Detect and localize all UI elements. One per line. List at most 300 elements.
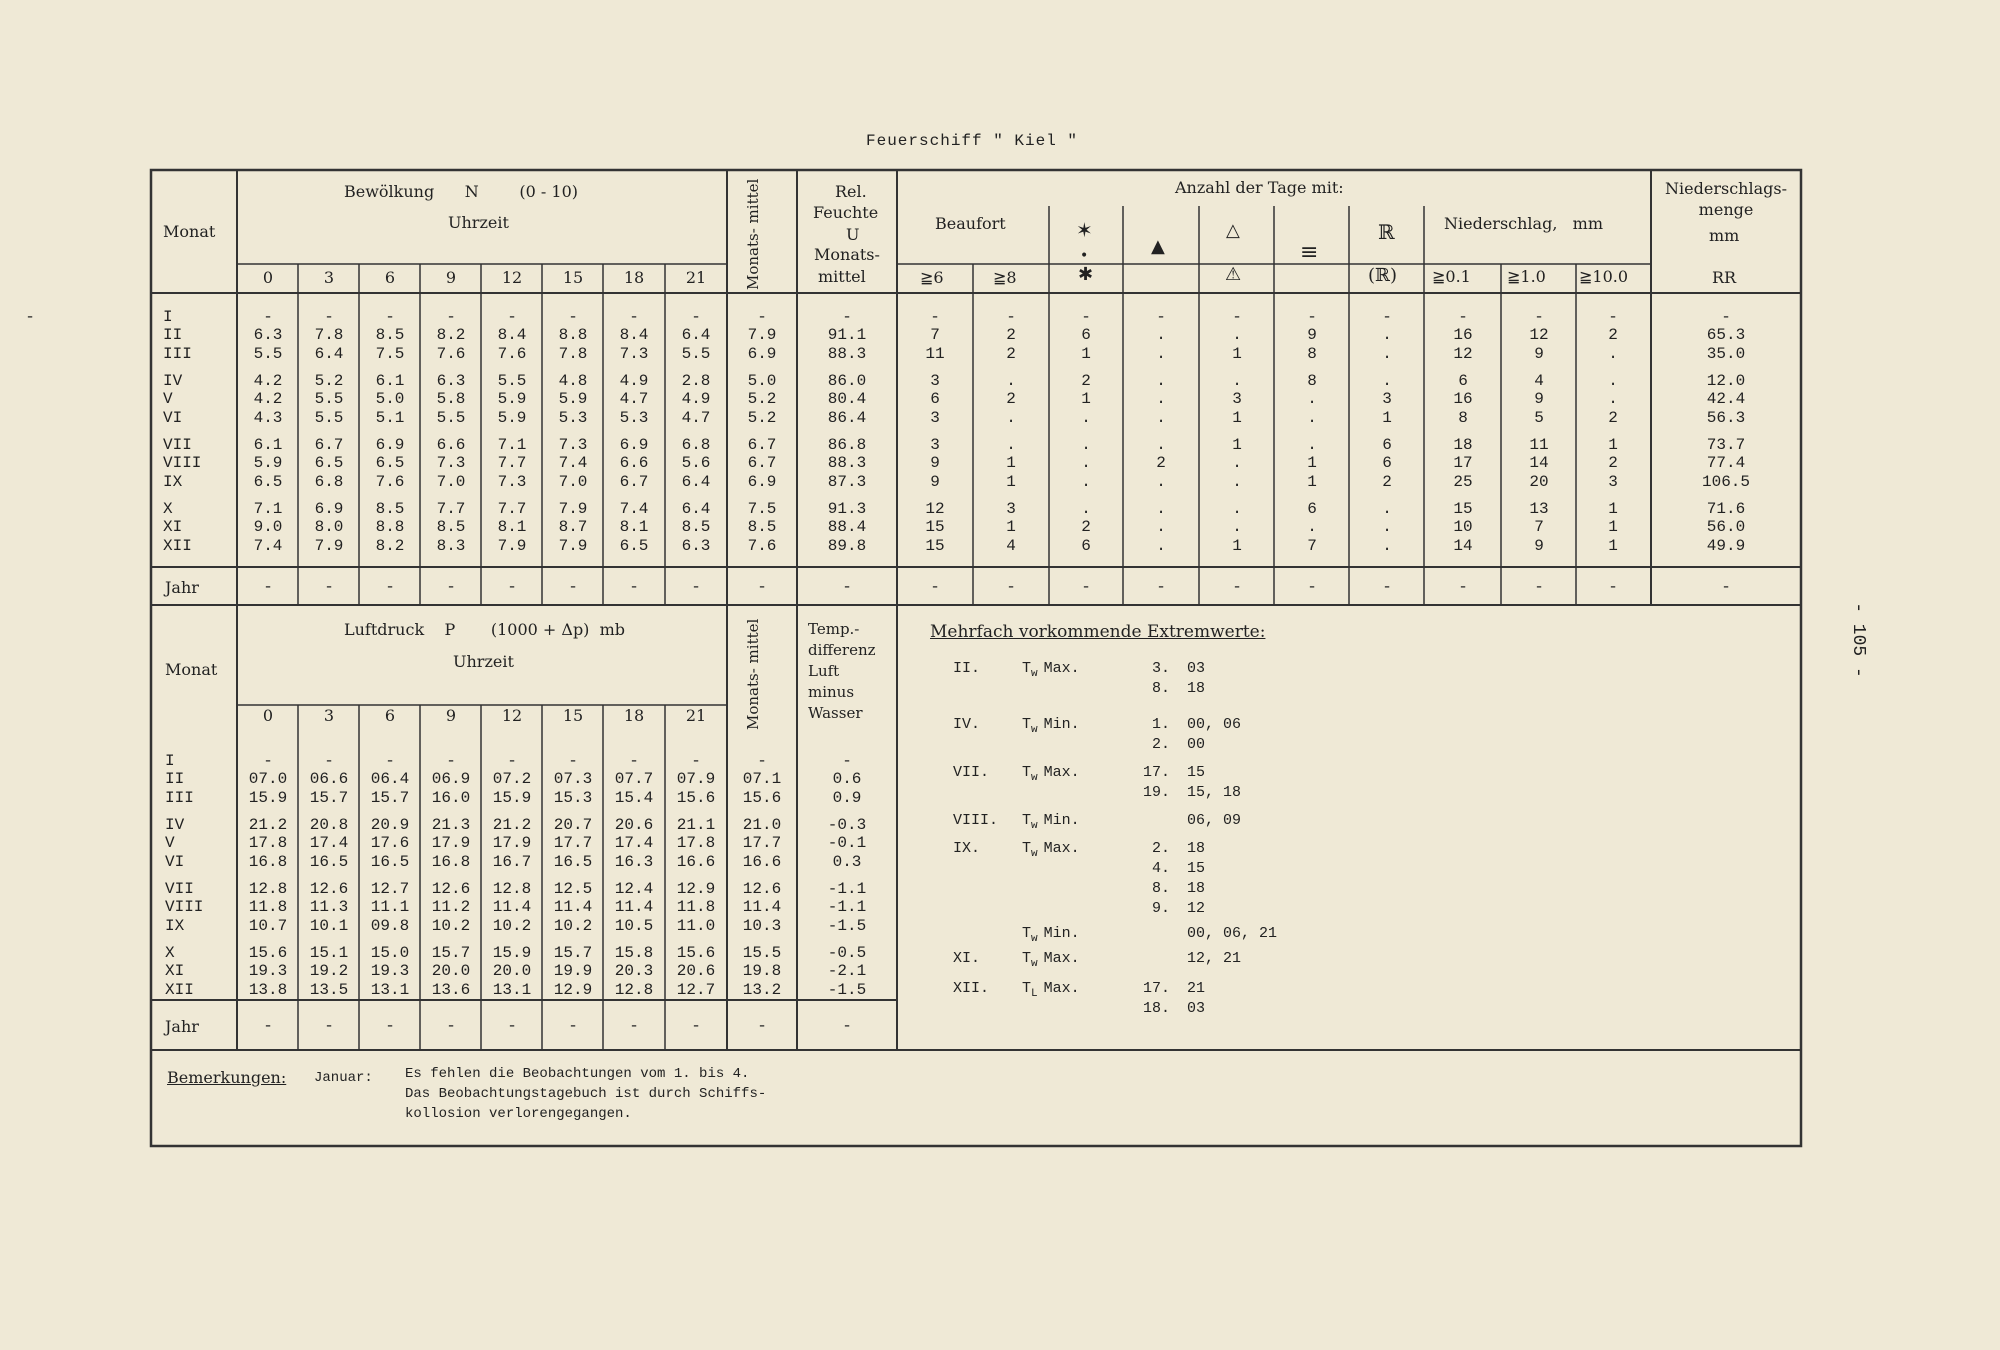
t2-cell: 21.2 bbox=[492, 816, 532, 834]
t2-cell: 16.3 bbox=[614, 853, 654, 871]
t2-cell: - bbox=[629, 752, 639, 770]
t1-cell: 86.0 bbox=[827, 372, 867, 390]
t1-cell: . bbox=[1081, 454, 1091, 472]
t2-cell: 10.1 bbox=[309, 917, 349, 935]
t1-jahr-cell: - bbox=[629, 578, 639, 596]
extreme-variable bbox=[1022, 764, 1080, 784]
extreme-day: 4. bbox=[1151, 860, 1170, 877]
t1-cell: 8.8 bbox=[375, 518, 405, 536]
t1-cell: 77.4 bbox=[1706, 454, 1746, 472]
t1-cell: 2.8 bbox=[681, 372, 711, 390]
t1-beaufort8: ≧8 bbox=[993, 268, 1017, 287]
t2-cell: 19.8 bbox=[742, 962, 782, 980]
t2-cell: - bbox=[263, 752, 273, 770]
t1-cell: 5.3 bbox=[619, 409, 649, 427]
t2-cell: 11.8 bbox=[676, 898, 716, 916]
t1-cell: 1 bbox=[1307, 454, 1317, 472]
extreme-hours: 12, 21 bbox=[1187, 950, 1242, 967]
t2-cell: -1.1 bbox=[827, 898, 867, 916]
t1-cell: 2 bbox=[1608, 326, 1618, 344]
t1-feuchte-label: Feuchte bbox=[813, 203, 879, 222]
t1-cell: . bbox=[1232, 454, 1242, 472]
t1-cell: 6 bbox=[1307, 500, 1317, 518]
extreme-var: T bbox=[1022, 812, 1032, 829]
t1-cell: - bbox=[263, 308, 273, 326]
t1-cell: . bbox=[1081, 436, 1091, 454]
t1-cell: 6 bbox=[1081, 326, 1091, 344]
t2-jahr-cell: - bbox=[385, 1017, 395, 1035]
t1-cell: 8.5 bbox=[375, 500, 405, 518]
t1-cell: 8.3 bbox=[436, 537, 466, 555]
t1-cell: 6.9 bbox=[375, 436, 405, 454]
t1-month-label: III bbox=[163, 345, 192, 363]
t1-cell: 4.9 bbox=[619, 372, 649, 390]
t1-cell: . bbox=[1156, 326, 1166, 344]
t1-cell: 9 bbox=[930, 454, 940, 472]
t2-cell: - bbox=[757, 752, 767, 770]
t2-cell: 10.2 bbox=[553, 917, 593, 935]
t1-cell: 88.4 bbox=[827, 518, 867, 536]
t2-cell: 17.9 bbox=[431, 834, 471, 852]
t2-cell: 15.6 bbox=[676, 789, 716, 807]
extreme-var-sub: w bbox=[1031, 668, 1038, 680]
t1-cell: 5.9 bbox=[253, 454, 283, 472]
t1-cell: . bbox=[1156, 500, 1166, 518]
t1-cell: 4.9 bbox=[681, 390, 711, 408]
t1-cell: 5.5 bbox=[253, 345, 283, 363]
extreme-hours: 15 bbox=[1187, 860, 1206, 877]
t1-cell: 7.5 bbox=[375, 345, 405, 363]
t1-jahr-cell: - bbox=[1458, 578, 1468, 596]
t2-cell: 20.0 bbox=[492, 962, 532, 980]
t1-cell: 7.0 bbox=[436, 473, 466, 491]
t2-temp-header: differenz bbox=[808, 641, 876, 659]
t1-cell: 12.0 bbox=[1706, 372, 1746, 390]
t1-cell: . bbox=[1156, 537, 1166, 555]
t2-cell: 11.4 bbox=[742, 898, 782, 916]
t1-cell: 18 bbox=[1453, 436, 1473, 454]
t1-cell: 7.9 bbox=[747, 326, 777, 344]
t2-cell: 11.3 bbox=[309, 898, 349, 916]
extreme-var-sub: w bbox=[1031, 848, 1038, 860]
t1-cell: . bbox=[1232, 518, 1242, 536]
t1-cell: - bbox=[1608, 308, 1618, 326]
t1-cell: 7.5 bbox=[747, 500, 777, 518]
t1-cell: 17 bbox=[1453, 454, 1473, 472]
t1-cell: 6 bbox=[1382, 454, 1392, 472]
t2-cell: 12.8 bbox=[248, 880, 288, 898]
t1-jahr-cell: - bbox=[1534, 578, 1544, 596]
t1-cell: - bbox=[1232, 308, 1242, 326]
t1-cell: 7.1 bbox=[253, 500, 283, 518]
t2-cell: - bbox=[691, 752, 701, 770]
t1-cell: 6.6 bbox=[619, 454, 649, 472]
extreme-day: 18. bbox=[1142, 1000, 1170, 1017]
extreme-variable bbox=[1022, 660, 1080, 680]
t2-cell: 12.5 bbox=[553, 880, 593, 898]
t2-cell: 17.7 bbox=[742, 834, 782, 852]
t2-cell: 13.1 bbox=[492, 981, 532, 999]
extreme-var: T bbox=[1022, 660, 1032, 677]
t1-cell: 8 bbox=[1307, 372, 1317, 390]
t1-cell: 7.3 bbox=[436, 454, 466, 472]
extreme-kind: Min. bbox=[1043, 716, 1080, 733]
t1-cell: 6 bbox=[930, 390, 940, 408]
t1-menge-title: Niederschlags- menge bbox=[1665, 179, 1787, 219]
t1-cell: . bbox=[1156, 345, 1166, 363]
t1-cell: 5.6 bbox=[681, 454, 711, 472]
t1-cell: 6.9 bbox=[619, 436, 649, 454]
t1-cell: 8.5 bbox=[747, 518, 777, 536]
extreme-day: 1. bbox=[1151, 716, 1170, 733]
t2-jahr-cell: - bbox=[842, 1017, 852, 1035]
t1-cell: 5.2 bbox=[314, 372, 344, 390]
t1-cell: 7.8 bbox=[314, 326, 344, 344]
t1-cell: 2 bbox=[1081, 372, 1091, 390]
t1-jahr-cell: - bbox=[930, 578, 940, 596]
t1-month-label: X bbox=[163, 500, 173, 518]
t1-cell: 7.4 bbox=[619, 500, 649, 518]
extreme-day: 8. bbox=[1151, 880, 1170, 897]
t2-jahr-cell: - bbox=[568, 1017, 578, 1035]
extreme-day: 2. bbox=[1151, 840, 1170, 857]
t1-cell: 2 bbox=[1608, 409, 1618, 427]
t1-cell: 8.4 bbox=[497, 326, 527, 344]
t1-jahr-cell: - bbox=[568, 578, 578, 596]
t1-monatsmittel-header: Monats- mittel bbox=[744, 178, 762, 290]
snow-small-icon: ✱ bbox=[1078, 264, 1094, 285]
t1-n10: ≧1.0 bbox=[1507, 267, 1546, 286]
t1-cell: . bbox=[1156, 390, 1166, 408]
t2-jahr-cell: - bbox=[757, 1017, 767, 1035]
t1-cell: 7.8 bbox=[558, 345, 588, 363]
t1-hour-header: 12 bbox=[501, 268, 523, 287]
t2-cell: 11.8 bbox=[248, 898, 288, 916]
t1-cell: 7.7 bbox=[497, 454, 527, 472]
extreme-kind: Min. bbox=[1043, 925, 1080, 942]
t1-cell: 65.3 bbox=[1706, 326, 1746, 344]
t2-cell: - bbox=[324, 752, 334, 770]
t2-cell: 20.3 bbox=[614, 962, 654, 980]
t2-cell: 11.4 bbox=[492, 898, 532, 916]
t2-cell: 10.7 bbox=[248, 917, 288, 935]
t1-cell: 7.3 bbox=[558, 436, 588, 454]
t1-cell: . bbox=[1307, 436, 1317, 454]
t2-cell: 15.3 bbox=[553, 789, 593, 807]
t1-cell: 12 bbox=[1453, 345, 1473, 363]
t1-jahr-cell: - bbox=[507, 578, 517, 596]
t1-cell: . bbox=[1382, 518, 1392, 536]
t2-cell: 15.6 bbox=[742, 789, 782, 807]
extreme-hours: 03 bbox=[1187, 1000, 1206, 1017]
t1-hour-header: 9 bbox=[445, 268, 457, 287]
t2-cell: 07.3 bbox=[553, 770, 593, 788]
extreme-var: T bbox=[1022, 980, 1032, 997]
t2-hour-header: 12 bbox=[501, 706, 523, 725]
t1-cell: . bbox=[1232, 473, 1242, 491]
t2-cell: 10.3 bbox=[742, 917, 782, 935]
t2-cell: 20.7 bbox=[553, 816, 593, 834]
t1-beaufort-label: Beaufort bbox=[935, 214, 1006, 233]
t1-jahr-cell: - bbox=[446, 578, 456, 596]
t2-cell: 17.4 bbox=[309, 834, 349, 852]
t1-cell: 5.9 bbox=[558, 390, 588, 408]
extreme-day: 8. bbox=[1151, 680, 1170, 697]
extreme-variable bbox=[1022, 925, 1080, 945]
extremes-heading: Mehrfach vorkommende Extremwerte: bbox=[930, 622, 1266, 642]
t1-cell: 9 bbox=[930, 473, 940, 491]
t1-cell: - bbox=[629, 308, 639, 326]
t2-cell: 13.5 bbox=[309, 981, 349, 999]
t1-cell: 8.2 bbox=[375, 537, 405, 555]
extreme-var: T bbox=[1022, 764, 1032, 781]
t1-month-label: XII bbox=[163, 537, 192, 555]
extreme-variable bbox=[1022, 812, 1080, 832]
t2-cell: 15.9 bbox=[492, 944, 532, 962]
t2-cell: 19.9 bbox=[553, 962, 593, 980]
extreme-hours: 18 bbox=[1187, 680, 1206, 697]
t1-hour-header: 15 bbox=[562, 268, 584, 287]
extreme-hours: 03 bbox=[1187, 660, 1206, 677]
extreme-kind: Max. bbox=[1043, 660, 1080, 677]
remarks-line-1: Es fehlen die Beobachtungen vom 1. bis 4. bbox=[405, 1066, 750, 1082]
remarks-month: Januar: bbox=[314, 1070, 373, 1086]
t1-month-label: VIII bbox=[163, 454, 202, 472]
extreme-hours: 21 bbox=[1187, 980, 1206, 997]
t1-cell: 87.3 bbox=[827, 473, 867, 491]
t1-bewoelkung-title: Bewölkung N (0 - 10) bbox=[344, 182, 579, 201]
page-title: Feuerschiff " Kiel " bbox=[866, 132, 1079, 150]
t1-n100: ≧10.0 bbox=[1579, 267, 1629, 286]
t1-cell: 3 bbox=[930, 436, 940, 454]
t1-cell: 1 bbox=[1608, 500, 1618, 518]
t1-anzahl-title: Anzahl der Tage mit: bbox=[1175, 178, 1344, 197]
t1-cell: 5.5 bbox=[436, 409, 466, 427]
t2-cell: -0.1 bbox=[827, 834, 867, 852]
t1-cell: 5.8 bbox=[436, 390, 466, 408]
t1-month-label: VII bbox=[163, 436, 192, 454]
extreme-hours: 06, 09 bbox=[1187, 812, 1242, 829]
hail-icon: ▲ bbox=[1151, 236, 1165, 257]
t1-cell: 3 bbox=[1382, 390, 1392, 408]
extreme-hours: 00, 06 bbox=[1187, 716, 1242, 733]
t2-cell: 12.4 bbox=[614, 880, 654, 898]
t1-cell: - bbox=[568, 308, 578, 326]
t2-month-label: III bbox=[165, 789, 194, 807]
t1-month-label: II bbox=[163, 326, 183, 344]
t2-cell: 20.9 bbox=[370, 816, 410, 834]
t1-cell: 89.8 bbox=[827, 537, 867, 555]
t2-hour-header: 3 bbox=[323, 706, 335, 725]
t1-cell: . bbox=[1081, 473, 1091, 491]
t1-hour-header: 0 bbox=[262, 268, 274, 287]
t1-cell: 2 bbox=[1006, 326, 1016, 344]
t1-jahr-cell: - bbox=[385, 578, 395, 596]
t2-month-label: VII bbox=[165, 880, 194, 898]
t1-uhrzeit-label: Uhrzeit bbox=[448, 213, 509, 232]
page-number: - 105 - bbox=[1847, 602, 1868, 678]
t1-cell: 15 bbox=[925, 518, 945, 536]
t2-cell: 16.6 bbox=[742, 853, 782, 871]
t2-cell: - bbox=[568, 752, 578, 770]
t1-cell: 2 bbox=[1006, 390, 1016, 408]
t1-cell: 7.1 bbox=[497, 436, 527, 454]
t1-hour-header: 18 bbox=[623, 268, 645, 287]
t2-hour-header: 21 bbox=[685, 706, 707, 725]
t1-cell: - bbox=[385, 308, 395, 326]
t1-cell: 3 bbox=[930, 409, 940, 427]
t1-cell: 5.0 bbox=[747, 372, 777, 390]
t1-cell: 5 bbox=[1534, 409, 1544, 427]
t2-cell: 16.7 bbox=[492, 853, 532, 871]
t2-jahr-cell: - bbox=[629, 1017, 639, 1035]
t1-cell: 5.5 bbox=[681, 345, 711, 363]
t1-niederschlag-label: Niederschlag, mm bbox=[1444, 214, 1604, 233]
t2-month-label: I bbox=[165, 752, 175, 770]
t1-cell: 7.9 bbox=[558, 537, 588, 555]
extreme-day: 9. bbox=[1151, 900, 1170, 917]
t2-cell: 20.8 bbox=[309, 816, 349, 834]
t1-cell: - bbox=[324, 308, 334, 326]
t2-month-label: II bbox=[165, 770, 185, 788]
t1-jahr-label: Jahr bbox=[165, 578, 199, 597]
t1-cell: 1 bbox=[1232, 436, 1242, 454]
t1-cell: . bbox=[1232, 326, 1242, 344]
t2-cell: 07.0 bbox=[248, 770, 288, 788]
t1-cell: 7.6 bbox=[747, 537, 777, 555]
t2-cell: 17.8 bbox=[248, 834, 288, 852]
t1-cell: 8.5 bbox=[436, 518, 466, 536]
t2-temp-header: Luft bbox=[808, 662, 840, 680]
t2-cell: 15.4 bbox=[614, 789, 654, 807]
t2-hour-header: 6 bbox=[384, 706, 396, 725]
t1-cell: 9.0 bbox=[253, 518, 283, 536]
t1-jahr-cell: - bbox=[324, 578, 334, 596]
t1-cell: 1 bbox=[1081, 390, 1091, 408]
t1-jahr-cell: - bbox=[1608, 578, 1618, 596]
t1-jahr-cell: - bbox=[842, 578, 852, 596]
t2-temp-header: Temp.- bbox=[808, 620, 860, 638]
t2-cell: 16.5 bbox=[553, 853, 593, 871]
t2-month-label: X bbox=[165, 944, 175, 962]
t2-monat-header: Monat bbox=[165, 660, 218, 679]
t1-cell: 8.8 bbox=[558, 326, 588, 344]
t1-cell: 4.2 bbox=[253, 372, 283, 390]
t1-cell: 8.5 bbox=[681, 518, 711, 536]
extreme-day: 3. bbox=[1151, 660, 1170, 677]
t1-cell: 5.5 bbox=[314, 409, 344, 427]
t1-cell: 6.3 bbox=[253, 326, 283, 344]
t1-cell: 8 bbox=[1458, 409, 1468, 427]
t1-cell: 3 bbox=[1232, 390, 1242, 408]
t1-cell: 4 bbox=[1006, 537, 1016, 555]
t1-cell: 5.5 bbox=[314, 390, 344, 408]
t2-cell: -0.3 bbox=[827, 816, 867, 834]
extreme-month: XI. bbox=[953, 950, 981, 967]
extreme-var-sub: L bbox=[1031, 988, 1038, 1000]
t1-cell: 16 bbox=[1453, 326, 1473, 344]
extreme-month: XII. bbox=[953, 980, 990, 997]
t1-cell: 6.5 bbox=[314, 454, 344, 472]
t1-cell: - bbox=[1458, 308, 1468, 326]
t1-cell: 1 bbox=[1307, 473, 1317, 491]
t2-jahr-cell: - bbox=[263, 1017, 273, 1035]
t1-hour-header: 21 bbox=[685, 268, 707, 287]
t2-jahr-cell: - bbox=[507, 1017, 517, 1035]
t1-cell: 71.6 bbox=[1706, 500, 1746, 518]
extreme-hours: 00, 06, 21 bbox=[1187, 925, 1278, 942]
t2-cell: 12.9 bbox=[676, 880, 716, 898]
extreme-variable bbox=[1022, 950, 1080, 970]
t1-cell: 25 bbox=[1453, 473, 1473, 491]
t1-cell: 7 bbox=[1534, 518, 1544, 536]
t1-cell: 5.0 bbox=[375, 390, 405, 408]
t2-cell: 06.9 bbox=[431, 770, 471, 788]
t1-rel-label: Rel. bbox=[835, 182, 867, 201]
t1-cell: 14 bbox=[1453, 537, 1473, 555]
t2-cell: 17.4 bbox=[614, 834, 654, 852]
t2-cell: 13.6 bbox=[431, 981, 471, 999]
t2-cell: 12.7 bbox=[676, 981, 716, 999]
t1-cell: 7.9 bbox=[558, 500, 588, 518]
t2-cell: 20.0 bbox=[431, 962, 471, 980]
t1-cell: 3 bbox=[930, 372, 940, 390]
t2-month-label: VI bbox=[165, 853, 185, 871]
extreme-month: VII. bbox=[953, 764, 990, 781]
t2-cell: 11.0 bbox=[676, 917, 716, 935]
t2-cell: 15.0 bbox=[370, 944, 410, 962]
t1-cell: 4.8 bbox=[558, 372, 588, 390]
t1-cell: 1 bbox=[1232, 345, 1242, 363]
t2-cell: 0.3 bbox=[832, 853, 862, 871]
extreme-var: T bbox=[1022, 716, 1032, 733]
t1-cell: 13 bbox=[1529, 500, 1549, 518]
t1-cell: 6.3 bbox=[681, 537, 711, 555]
t2-cell: 17.6 bbox=[370, 834, 410, 852]
t1-cell: 6.4 bbox=[681, 326, 711, 344]
t2-cell: 20.6 bbox=[614, 816, 654, 834]
t2-cell: 15.6 bbox=[248, 944, 288, 962]
t1-cell: 1 bbox=[1608, 537, 1618, 555]
t1-cell: 4 bbox=[1534, 372, 1544, 390]
t1-cell: - bbox=[1006, 308, 1016, 326]
t2-hour-header: 0 bbox=[262, 706, 274, 725]
t1-cell: 86.4 bbox=[827, 409, 867, 427]
t1-cell: . bbox=[1382, 326, 1392, 344]
t2-jahr-cell: - bbox=[446, 1017, 456, 1035]
t2-cell: 11.4 bbox=[614, 898, 654, 916]
t2-month-label: XII bbox=[165, 981, 194, 999]
t1-cell: 106.5 bbox=[1701, 473, 1750, 491]
t1-cell: 3 bbox=[1006, 500, 1016, 518]
t1-mittel-label: mittel bbox=[818, 267, 866, 286]
t1-cell: 4.2 bbox=[253, 390, 283, 408]
t2-cell: 11.1 bbox=[370, 898, 410, 916]
extreme-hours: 18 bbox=[1187, 840, 1206, 857]
extreme-variable bbox=[1022, 840, 1080, 860]
t2-cell: 07.2 bbox=[492, 770, 532, 788]
t1-cell: 1 bbox=[1006, 473, 1016, 491]
t1-cell: - bbox=[446, 308, 456, 326]
t2-cell: 17.8 bbox=[676, 834, 716, 852]
extreme-var: T bbox=[1022, 840, 1032, 857]
t1-cell: 6.4 bbox=[314, 345, 344, 363]
t2-luftdruck-title: Luftdruck P (1000 + Δp) mb bbox=[344, 620, 626, 639]
t2-cell: 06.6 bbox=[309, 770, 349, 788]
t1-cell: 35.0 bbox=[1706, 345, 1746, 363]
thunderstorm-icon: ℝ bbox=[1378, 220, 1395, 244]
t1-cell: 9 bbox=[1307, 326, 1317, 344]
